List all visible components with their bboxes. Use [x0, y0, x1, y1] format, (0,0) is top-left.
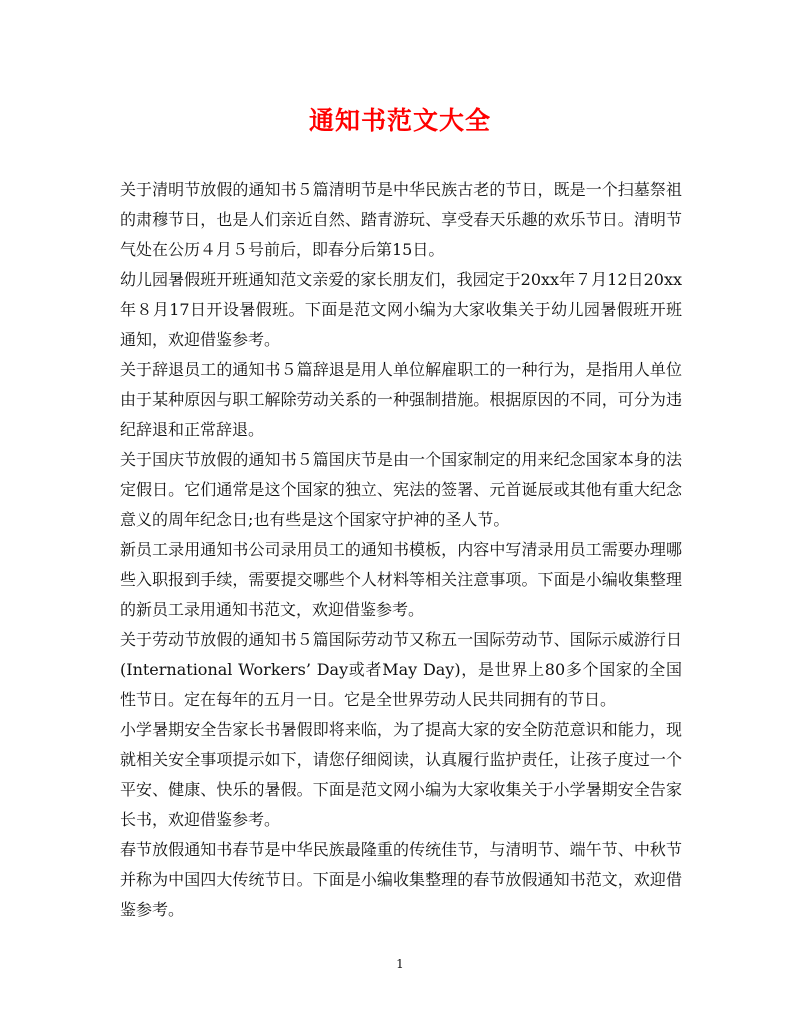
- paragraph-dismissal: 关于辞退员工的通知书５篇辞退是用人单位解雇职工的一种行为，是指用人单位由于某种原因与职工解除劳动关系的一种强制措施。根据原因的不同，可分为违纪辞退和正常辞退。: [120, 360, 682, 439]
- page-title: 通知书范文大全: [308, 106, 491, 135]
- paragraph-kindergarten-summer: 幼儿园暑假班开班通知范文亲爱的家长朋友们，我园定于20xx年７月12日20xx年８月17日开设暑假班。下面是范文网小编为大家收集关于幼儿园暑假班开班通知，欢迎借鉴参考。: [120, 270, 682, 349]
- paragraph-summer-safety: 小学暑期安全告家长书暑假即将来临，为了提高大家的安全防范意识和能力，现就相关安全事项提示如下，请您仔细阅读，认真履行监护责任，让孩子度过一个平安、健康、快乐的暑假。下面是范文网小编为大家收集关于小学暑期安全告家长书，欢迎借鉴参考。: [120, 720, 682, 829]
- page-number: 1: [396, 957, 404, 971]
- paragraph-national-day: 关于国庆节放假的通知书５篇国庆节是由一个国家制定的用来纪念国家本身的法定假日。它们通常是这个国家的独立、宪法的签署、元首诞辰或其他有重大纪念意义的周年纪念日;也有些是这个国家守护神的圣人节。: [120, 450, 682, 529]
- document-body: [120, 175, 682, 925]
- paragraph-new-employee: 新员工录用通知书公司录用员工的通知书模板，内容中写清录用员工需要办理哪些入职报到手续，需要提交哪些个人材料等相关注意事项。下面是小编收集整理的新员工录用通知书范文，欢迎借鉴参考。: [120, 540, 682, 619]
- paragraph-spring-festival: 春节放假通知书春节是中华民族最隆重的传统佳节，与清明节、端午节、中秋节并称为中国四大传统节日。下面是小编收集整理的春节放假通知书范文，欢迎借鉴参考。: [120, 840, 682, 919]
- paragraph-labor-day: 关于劳动节放假的通知书５篇国际劳动节又称五一国际劳动节、国际示威游行日(International Workers’ Day或者May Day)，是世界上80多个国家的全国性节日。定在每年的五月一日。它是全世界劳动人民共同拥有的节日。: [120, 630, 682, 709]
- paragraph-qingming: 关于清明节放假的通知书５篇清明节是中华民族古老的节日，既是一个扫墓祭祖的肃穆节日，也是人们亲近自然、踏青游玩、享受春天乐趣的欢乐节日。清明节气处在公历４月５号前后，即春分后第15日。: [120, 180, 682, 259]
